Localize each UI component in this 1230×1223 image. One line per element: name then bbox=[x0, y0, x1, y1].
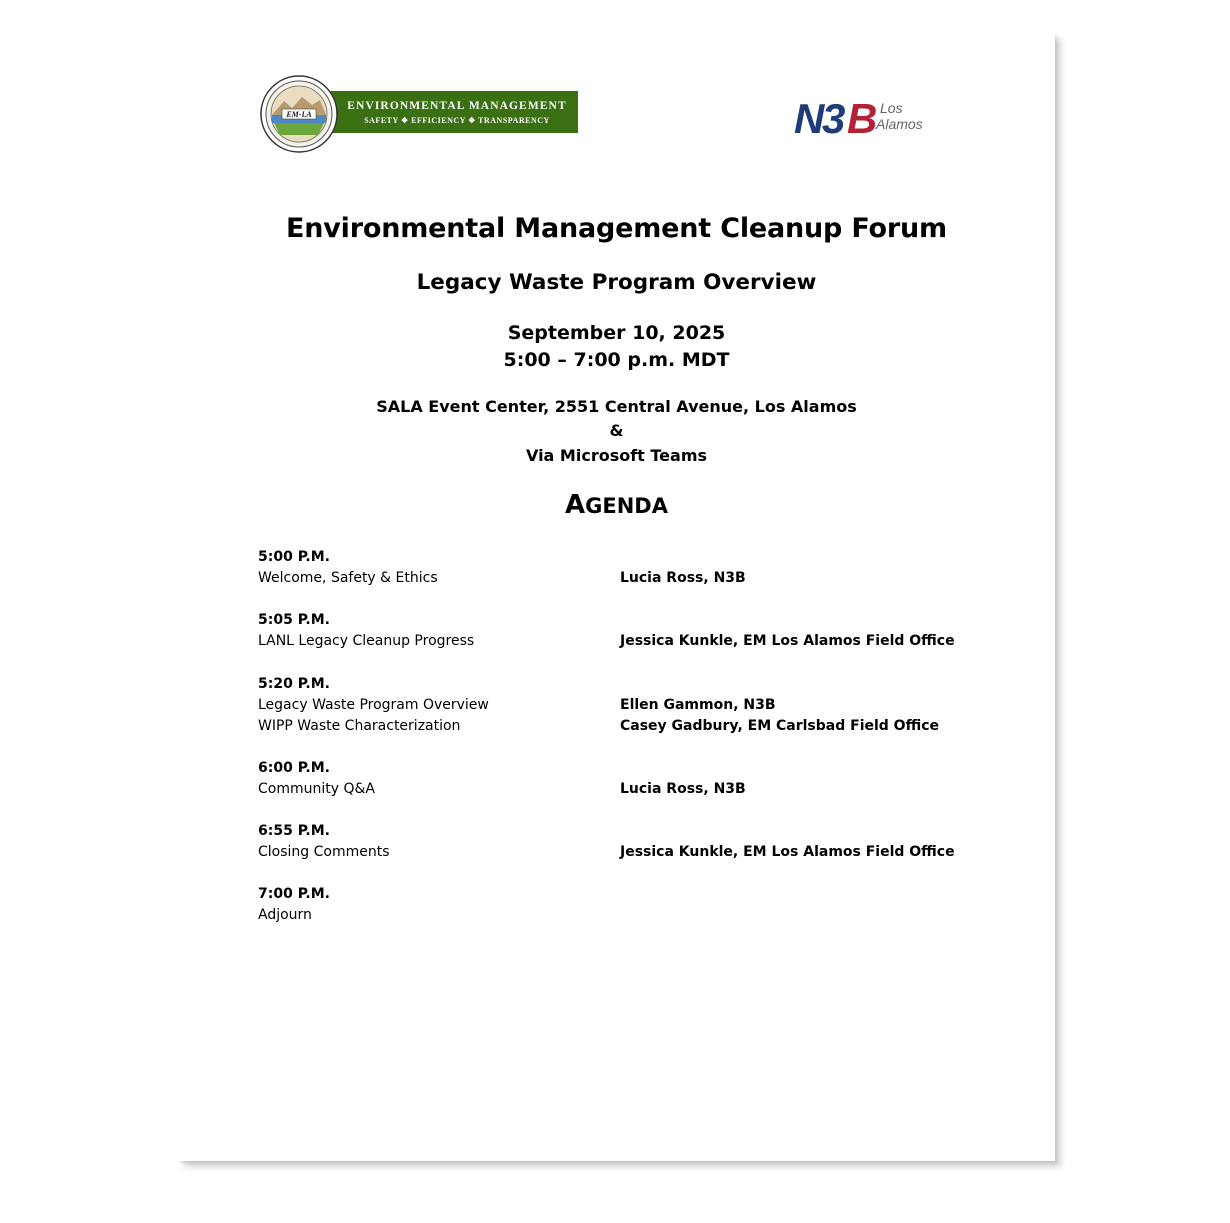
agenda-topic: LANL Legacy Cleanup Progress bbox=[258, 633, 475, 649]
agenda-time: 5:20 P.M. bbox=[258, 676, 330, 692]
agenda-speaker: Jessica Kunkle, EM Los Alamos Field Office bbox=[620, 844, 955, 860]
agenda-topic: Closing Comments bbox=[258, 844, 390, 860]
page-title: Environmental Management Cleanup Forum bbox=[286, 213, 947, 244]
agenda-time: 5:05 P.M. bbox=[258, 612, 330, 628]
em-banner bbox=[314, 91, 578, 133]
n3b-n-letter: N bbox=[794, 97, 821, 141]
em-la-seal-icon bbox=[260, 75, 338, 153]
agenda-speaker: Lucia Ross, N3B bbox=[620, 570, 746, 586]
agenda-time: 6:55 P.M. bbox=[258, 823, 330, 839]
document-page bbox=[178, 33, 1055, 1161]
n3b-b-letter: B bbox=[847, 97, 878, 141]
agenda-item bbox=[258, 676, 958, 736]
agenda-item bbox=[258, 823, 958, 883]
em-banner-subtitle: SAFETY ❖ EFFICIENCY ❖ TRANSPARENCY bbox=[364, 116, 550, 125]
agenda-heading-initial: A bbox=[565, 490, 586, 520]
agenda-time: 5:00 P.M. bbox=[258, 549, 330, 565]
agenda-topic: Welcome, Safety & Ethics bbox=[258, 570, 438, 586]
agenda-speaker: Lucia Ross, N3B bbox=[620, 781, 746, 797]
em-banner-title: ENVIRONMENTAL MANAGEMENT bbox=[347, 100, 567, 112]
em-la-logo bbox=[260, 75, 580, 155]
event-location: SALA Event Center, 2551 Central Avenue, Los Alamos bbox=[376, 397, 857, 416]
agenda-speaker: Jessica Kunkle, EM Los Alamos Field Office bbox=[620, 633, 955, 649]
em-seal-text: EM-LA bbox=[286, 110, 312, 119]
agenda-topic: Adjourn bbox=[258, 907, 312, 923]
agenda-topic: Legacy Waste Program Overview bbox=[258, 697, 489, 713]
agenda-topic: Community Q&A bbox=[258, 781, 375, 797]
agenda-time: 7:00 P.M. bbox=[258, 886, 330, 902]
page-subtitle: Legacy Waste Program Overview bbox=[416, 270, 817, 295]
agenda-speaker: Ellen Gammon, N3B bbox=[620, 697, 776, 713]
agenda-heading-rest: GENDA bbox=[585, 494, 668, 518]
event-time: 5:00 – 7:00 p.m. MDT bbox=[503, 349, 730, 371]
agenda-item bbox=[258, 612, 958, 672]
n3b-place-line1: Los bbox=[880, 100, 903, 116]
agenda-item bbox=[258, 886, 958, 946]
n3b-3-letter: 3 bbox=[822, 97, 842, 141]
location-ampersand: & bbox=[609, 421, 624, 440]
n3b-place-line2: Alamos bbox=[876, 116, 923, 132]
agenda-item bbox=[258, 549, 958, 609]
agenda-item bbox=[258, 760, 958, 820]
n3b-logo bbox=[792, 97, 932, 141]
event-date: September 10, 2025 bbox=[507, 322, 726, 344]
agenda-speaker: Casey Gadbury, EM Carlsbad Field Office bbox=[620, 718, 939, 734]
agenda-heading bbox=[178, 490, 1055, 520]
agenda-time: 6:00 P.M. bbox=[258, 760, 330, 776]
event-virtual: Via Microsoft Teams bbox=[525, 446, 708, 465]
agenda-topic: WIPP Waste Characterization bbox=[258, 718, 461, 734]
